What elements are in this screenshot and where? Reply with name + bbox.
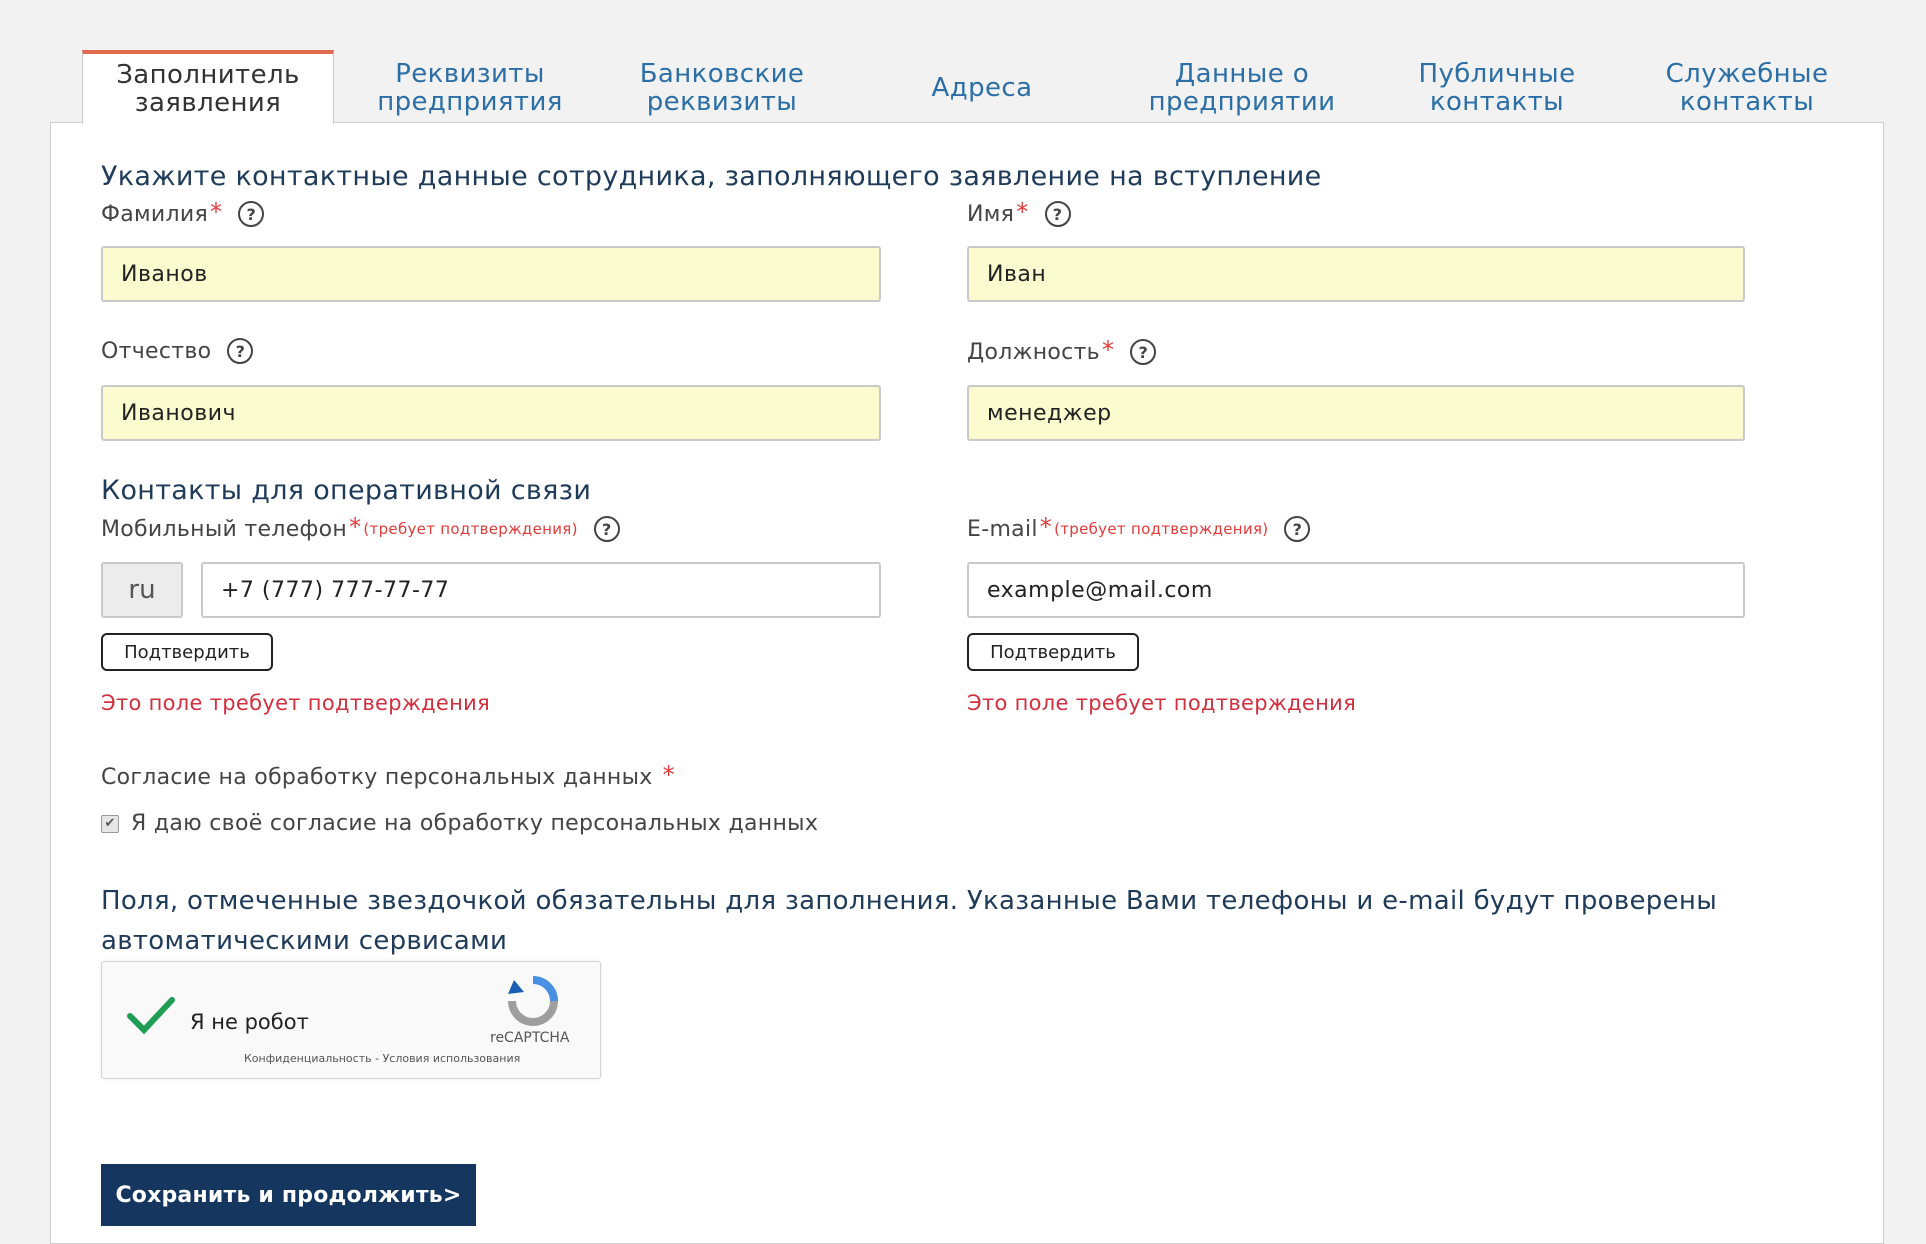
patronymic-label: Отчество (101, 338, 212, 364)
tab-addresses[interactable]: Адреса (931, 73, 1033, 103)
email-label: E-mail (967, 516, 1038, 542)
help-icon[interactable]: ? (227, 338, 253, 364)
required-fields-note: Поля, отмеченные звездочкой обязательны для заполнения. Указанные Вами телефоны и e-mail будут проверены автоматическими сервисами (101, 886, 1718, 956)
contacts-heading: Контакты для оперативной связи (101, 475, 592, 506)
save-continue-button[interactable]: Сохранить и продолжить> (101, 1164, 476, 1226)
recaptcha-brand: reCAPTCHA (490, 1030, 570, 1046)
firstname-label-group (967, 200, 1071, 228)
help-icon[interactable]: ? (594, 516, 620, 542)
firstname-input[interactable]: Иван (967, 246, 1745, 302)
required-mark: * (662, 761, 675, 789)
consent-heading: Согласие на обработку персональных данных (101, 764, 653, 790)
help-icon[interactable]: ? (238, 201, 264, 227)
required-mark: * (349, 513, 362, 541)
email-label-group (967, 515, 1310, 543)
tab-bank-details[interactable]: Банковские реквизиты (639, 59, 805, 117)
help-icon[interactable]: ? (1045, 201, 1071, 227)
required-mark: * (1039, 513, 1053, 541)
checkmark-icon[interactable] (126, 996, 176, 1036)
consent-checkbox[interactable]: ✔ (101, 815, 119, 833)
country-code-select[interactable]: ru (101, 562, 183, 618)
recaptcha-logo-icon (506, 976, 560, 1026)
tab-public-contacts[interactable]: Публичные контакты (1418, 59, 1576, 117)
recaptcha-label: Я не робот (190, 1010, 309, 1034)
required-mark: * (210, 198, 223, 226)
tab-company-data[interactable]: Данные о предприятии (1148, 59, 1336, 117)
tab-bar (82, 52, 1852, 124)
patronymic-label-group (101, 338, 253, 364)
form-heading: Укажите контактные данные сотрудника, заполняющего заявление на вступление (101, 161, 1322, 192)
phone-input[interactable]: +7 (777) 777-77-77 (201, 562, 881, 618)
position-label: Должность (967, 339, 1100, 365)
consent-checkbox-row (101, 811, 818, 836)
confirm-phone-button[interactable]: Подтвердить (101, 633, 273, 671)
phone-label: Мобильный телефон (101, 516, 348, 542)
email-error: Это поле требует подтверждения (967, 691, 1357, 715)
form-panel (50, 122, 1884, 1244)
phone-error: Это поле требует подтверждения (101, 691, 491, 715)
confirm-email-button[interactable]: Подтвердить (967, 633, 1139, 671)
position-label-group (967, 338, 1156, 366)
tab-company-details[interactable]: Реквизиты предприятия (377, 59, 563, 117)
help-icon[interactable]: ? (1284, 516, 1310, 542)
recaptcha-links[interactable]: Конфиденциальность - Условия использования (244, 1052, 521, 1065)
email-confirm-note: (требует подтверждения) (1054, 520, 1269, 538)
consent-checkbox-label: Я даю своё согласие на обработку персональных данных (131, 811, 819, 836)
required-mark: * (1101, 336, 1115, 364)
patronymic-input[interactable]: Иванович (101, 385, 881, 441)
required-mark: * (1016, 198, 1029, 226)
lastname-input[interactable]: Иванов (101, 246, 881, 302)
phone-label-group (101, 515, 620, 543)
position-input[interactable]: менеджер (967, 385, 1745, 441)
consent-heading-group (101, 763, 675, 791)
tab-service-contacts[interactable]: Служебные контакты (1665, 59, 1829, 117)
tab-applicant[interactable]: Заполнитель заявления (82, 50, 334, 124)
phone-confirm-note: (требует подтверждения) (363, 520, 578, 538)
email-input[interactable]: example@mail.com (967, 562, 1745, 618)
lastname-label: Фамилия (101, 201, 209, 227)
recaptcha-widget (101, 961, 601, 1079)
firstname-label: Имя (967, 201, 1015, 227)
lastname-label-group (101, 200, 264, 228)
help-icon[interactable]: ? (1130, 339, 1156, 365)
